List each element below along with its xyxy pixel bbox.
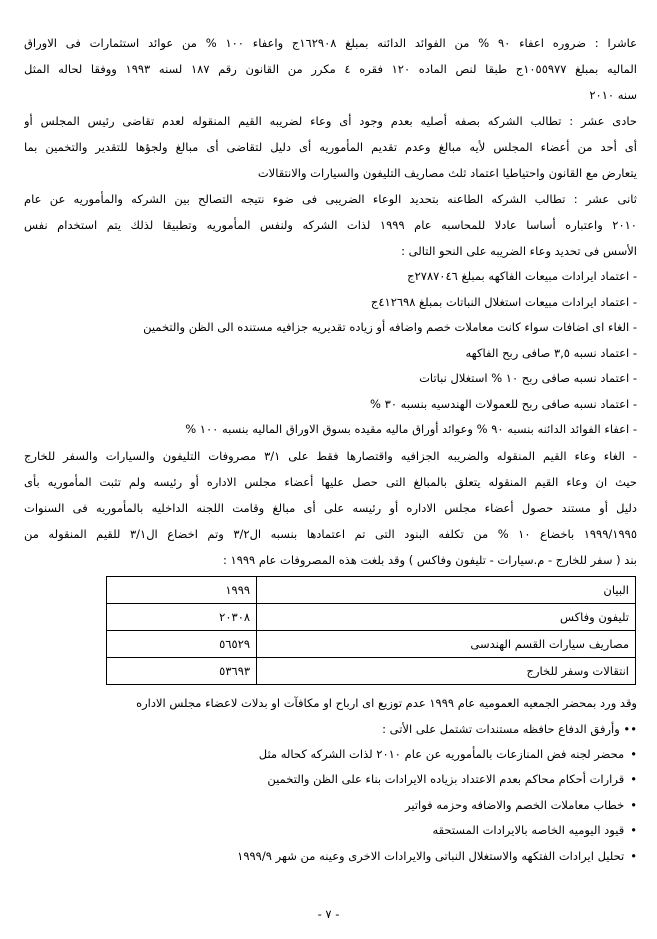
expenses-table [106, 576, 636, 685]
bullet-icon: • [630, 823, 637, 837]
bullet-icon: • [630, 772, 637, 786]
paragraph-line: حيث ان وعاء القيم المنقوله يتعلق بالمبالغ التى حصل عليها أعضاء مجلس الاداره أو رئيسه ولم تثبت المأموريه بأى [24, 474, 637, 489]
paragraph-line: دليل أو مستند حصول أعضاء مجلس الاداره أو رئيسه على أى مبالغ وقامت اللجنه الداخليه بالمأموريه فى السنوات [24, 500, 637, 515]
list-item [24, 767, 637, 793]
paragraph-line: الأسس فى تحديد وعاء الضريبه على النحو التالى : [401, 244, 637, 258]
list-item: - اعتماد ايرادات مبيعات استغلال النباتات بمبلغ ٤١٢٦٩٨ج [370, 294, 637, 309]
bullet-icon: • [630, 797, 637, 812]
paragraph-line: يتعارض مع القانون واحتياطيا اعتماد ثلث مصاريف التليفون والسيارات والانتقالات [257, 166, 637, 180]
list-item [24, 793, 637, 819]
paragraph-line: سنه ٢٠١٠ [589, 88, 637, 102]
general-assembly-note: وقد ورد بمحضر الجمعيه العموميه عام ١٩٩٩ عدم توزيع اى ارباح او مكافآت او بدلات لاعضاء مجلس الاداره [136, 695, 637, 710]
list-item: - اعتماد نسبه ٣,٥ صافى ربح الفاكهه [465, 345, 637, 360]
attachments-list [24, 742, 637, 870]
table-row [107, 630, 636, 657]
table-cell-label: انتقالات وسفر للخارج [257, 657, 636, 684]
paragraph-line: ٢٠١٠ واعتباره أساسا عادلا للمحاسبه عام ١٩٩٩ لذات الشركه ولنفس المأموريه وتطبيقا لذلك يتم استخدام نفس [24, 218, 637, 232]
list-item-text: تحليل ايرادات الفتكهه والاستغلال النباتى والايرادات الاخرى وعينه من شهر ١٩٩٩/٩ [237, 848, 625, 863]
list-item: - اعتماد نسبه صافى ربح للعمولات الهندسيه بنسبه ٣٠ % [370, 396, 637, 411]
bullet-icon: • [630, 746, 637, 761]
list-item [24, 844, 637, 870]
list-item: - اعتماد نسبه صافى ربح ١٠ % استغلال نباتات [419, 371, 637, 385]
list-item: - الغاء اى اضافات سواء كانت معاملات خصم واضافه أو زياده تقديريه جزافيه مستنده الى الظن والتخمين [143, 320, 637, 334]
list-item-text: قرارات أحكام محاكم بعدم الاعتداد بزياده الايرادات بناء على الظن والتخمين [267, 772, 625, 786]
list-item [24, 818, 637, 844]
table-row [107, 657, 636, 684]
paragraph-line: حادى عشر : تطالب الشركه بصفه أصليه بعدم وجود أى وعاء لضريبه القيم المنقوله لعدم تقاضى رئيس المجلس أو [24, 114, 637, 128]
paragraph-line: ثانى عشر : تطالب الشركه الطاعنه بتحديد الوعاء الضريبى فى ضوء نتيجه التصالح بين الشركه والمأموريه عن عام [24, 192, 637, 206]
table-cell-label: تليفون وفاكس [257, 603, 636, 630]
table-header-label: البيان [257, 576, 636, 603]
table-header-year: ١٩٩٩ [107, 576, 257, 603]
list-item-text: قيود اليوميه الخاصه بالايرادات المستحقه [432, 823, 625, 837]
paragraph-eleventh [24, 108, 637, 186]
paragraph-line: أى أحد من أعضاء المجلس لأيه مبالغ وعدم تقديم المأموريه أى دليل لتقاضى أى مبالغ ولجؤها للتقدير والتخمين بما [24, 140, 637, 154]
attachments-intro: •• وأرفق الدفاع حافظه مستندات تشتمل على الأتى : [382, 721, 637, 736]
page-number: - ٧ - [317, 907, 340, 921]
table-cell-label: مصاريف سيارات القسم الهندسى [257, 630, 636, 657]
table-cell-value: ٢٠٣٠٨ [107, 603, 257, 630]
paragraph-line: عاشرا : ضروره اعفاء ٩٠ % من الفوائد الدائنه بمبلغ ١٦٢٩٠٨ج واعفاء ١٠٠ % من عوائد استثمارات فى الاوراق [24, 36, 637, 50]
list-item-text: خطاب معاملات الخصم والاضافه وحزمه فواتير [405, 797, 625, 812]
list-item: - اعتماد ايرادات مبيعات الفاكهه بمبلغ ٢٧٨٧٠٤٦ج [407, 269, 637, 283]
list-item: - اعفاء الفوائد الدائنه بنسبه ٩٠ % وعوائد أوراق ماليه مقيده بسوق الاوراق الماليه بنسبه ١٠٠ % [185, 422, 637, 436]
paragraph-line: الماليه بمبلغ ١٠٥٥٩٧٧ج طبقا لنص الماده ١٢٠ فقره ٤ مكرر من القانون رقم ١٨٧ لسنه ١٩٩٣ ووفقا لحاله المثل [24, 62, 637, 76]
expenses-table-wrapper [24, 573, 637, 685]
table-cell-value: ٥٣٦٩٣ [107, 657, 257, 684]
paragraph-line: ١٩٩٩/١٩٩٥ باخضاع ١٠ % من تكلفه البنود التى تم اعتمادها بنسبه ال٣/٢ وتم اخضاع ال٣/١ للقيم المنقوله من [24, 526, 637, 541]
table-cell-value: ٥٦٥٢٩ [107, 630, 257, 657]
paragraph-tenth [24, 30, 637, 108]
list-item [24, 742, 637, 768]
table-row [107, 603, 636, 630]
paragraph-twelfth [24, 186, 637, 264]
paragraph-line: - الغاء وعاء القيم المنقوله والضريبه الجزافيه واقتصارها فقط على ٣/١ مصروفات التليفون والسيارات والسفر للخارج [24, 448, 637, 463]
paragraph-line: بند ( سفر للخارج - م.سيارات - تليفون وفاكس ) وقد بلغت هذه المصروفات عام ١٩٩٩ : [222, 552, 637, 567]
list-item-text: محضر لجنه فض المنازعات بالمأموريه عن عام ٢٠١٠ لذات الشركه كحاله مثل [258, 746, 625, 761]
paragraph-cancel-securities [24, 443, 637, 573]
tax-basis-list [24, 264, 637, 443]
bullet-icon: • [630, 848, 637, 863]
table-header-row [107, 576, 636, 603]
